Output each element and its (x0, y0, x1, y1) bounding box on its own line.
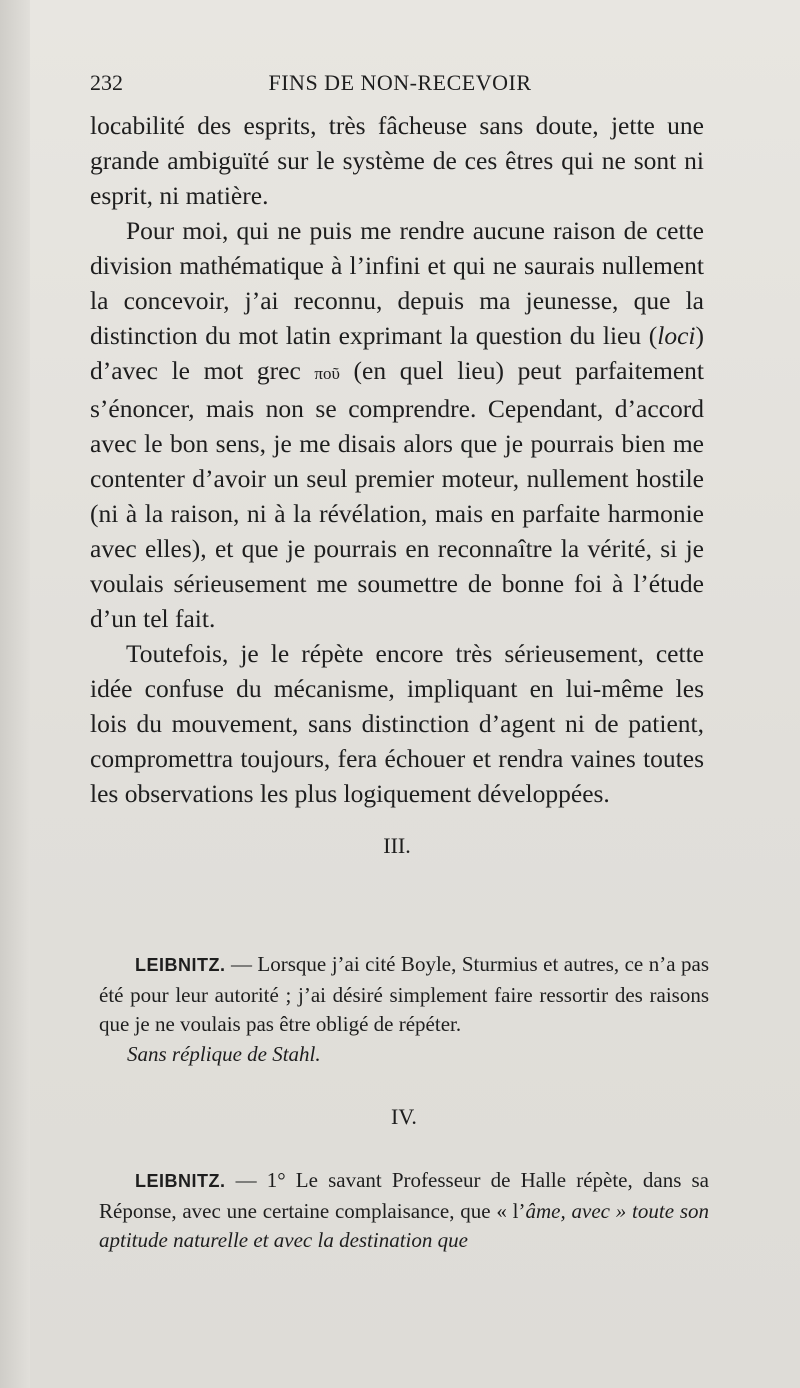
speaker-name: LEIBNITZ. (135, 1171, 226, 1191)
page-number: 232 (90, 70, 123, 95)
greek-word: ποῦ (314, 364, 340, 383)
paragraph-pour-moi (90, 213, 704, 636)
statement-text: — 1° Le savant Professeur de Halle répète, dans sa Réponse, avec une certaine complaisance, que « l’ (99, 1168, 709, 1223)
no-reply-note: Sans réplique de Stahl. (127, 1041, 321, 1066)
paragraph-toutefois: Toutefois, je le répète encore très sérieusement, cette idée confuse du mécanisme, impliquant en lui-même les lois du mouvement, sans distinction d’agent ni de patient, compromettra toujours, fera échouer et rendra vaines toutes les observations les plus logiquement développées. (90, 639, 704, 808)
paragraph-text: (en quel lieu) peut parfaitement s’énoncer, mais non se comprendre. Cependant, d’accord avec le bon sens, je me disais alors que je pourrais bien me contenter d’avoir un seul premier moteur, nullement hostile (ni à la raison, ni à la révélation, mais en parfaite harmonie avec elles), et que je pourrais en reconnaître la vérité, si je voulais sérieusement me soumettre de bonne foi à l’étude d’un tel fait. (90, 356, 704, 633)
speaker-name: LEIBNITZ. (135, 955, 226, 975)
paragraph-text: Pour moi, qui ne puis me rendre aucune raison de cette division mathématique à l’infini et qui ne saurais nullement la concevoir, j’ai reconnu, depuis ma jeunesse, que la distinction du mot latin exprimant la question du lieu ( (90, 216, 704, 350)
quoted-italic-text: âme, avec » toute son aptitude naturelle et avec la destination que (99, 1198, 709, 1252)
paragraph-continuation: locabilité des esprits, très fâcheuse sans doute, jette une grande ambiguïté sur le système de ces êtres qui ne sont ni esprit, ni matière. (90, 111, 704, 210)
running-title: FINS DE NON-RECEVOIR (268, 70, 532, 95)
statement-text: — Lorsque j’ai cité Boyle, Sturmius et autres, ce n’a pas été pour leur autorité ; j’ai désiré simplement faire ressortir des raisons que je ne voulais pas être obligé de répéter. (99, 952, 709, 1036)
dialogue-text (99, 950, 709, 1256)
page-header (90, 70, 710, 104)
section-heading-iii: III. (383, 833, 411, 858)
paragraph-text: ) d’avec le mot grec (90, 321, 704, 385)
latin-word-loci: loci (657, 321, 696, 350)
section-heading-iv: IV. (391, 1104, 417, 1129)
leibnitz-statement-iv (99, 1166, 709, 1256)
leibnitz-statement-iii (99, 950, 709, 1040)
main-text (90, 108, 704, 889)
